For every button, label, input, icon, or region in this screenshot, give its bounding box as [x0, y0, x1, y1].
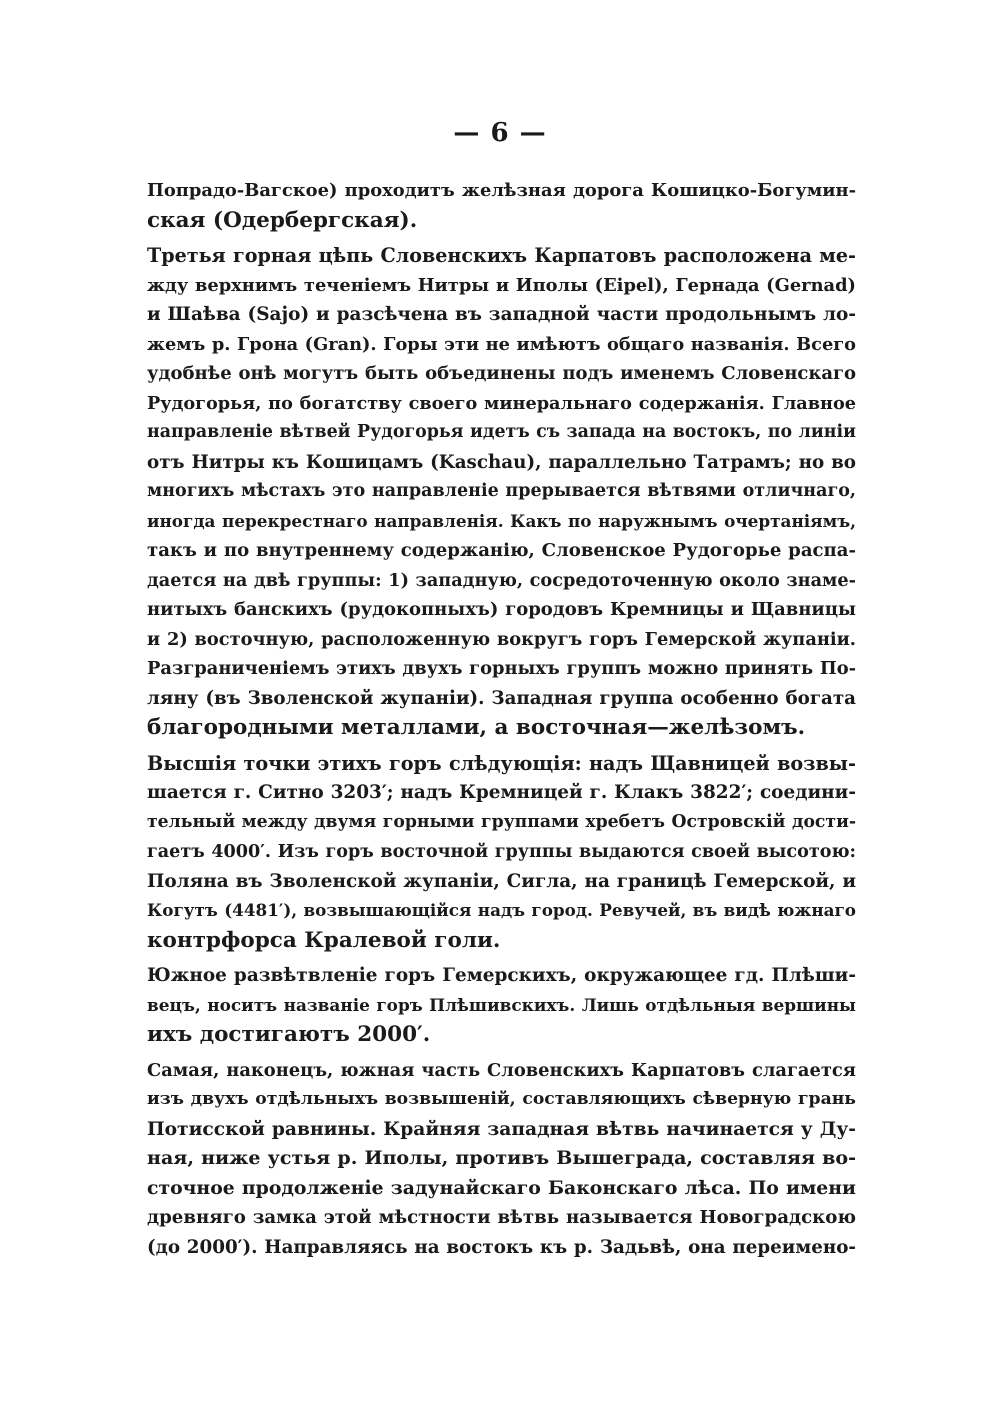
text-line: отъ Нитры къ Кошицамъ (Kaschau), параллельно Татрамъ; но во	[147, 451, 856, 473]
text-line: Потисской равнины. Крайняя западная вѣтвь начинается у Ду-	[147, 1117, 856, 1140]
text-line: и 2) восточную, расположенную вокругъ горъ Гемерской жупаніи.	[147, 628, 856, 650]
text-line: Южное развѣтвленіе горъ Гемерскихъ, окружающее гд. Плѣши-	[147, 965, 856, 986]
text-line: удобнѣе онѣ могутъ быть объединены подъ именемъ Словенскаго	[147, 363, 856, 384]
text-line: тельный между двумя горными группами хребетъ Островскій дости-	[147, 811, 856, 832]
text-line: Третья горная цѣпь Словенскихъ Карпатовъ расположена ме-	[147, 244, 856, 267]
paragraph	[147, 749, 856, 956]
text-line: контрфорса Кралевой голи.	[147, 927, 501, 953]
text-line: такъ и по внутреннему содержанію, Словенское Рудогорье распа-	[147, 540, 856, 561]
text-line: Когутъ (4481′), возвышающійся надъ город. Ревучей, въ видѣ южнаго	[147, 900, 856, 920]
paragraph	[147, 176, 856, 235]
body-text	[147, 176, 856, 1262]
text-line: направленіе вѣтвей Рудогорья идетъ съ запада на востокъ, по линіи	[147, 422, 856, 442]
text-line: Высшія точки этихъ горъ слѣдующія: надъ Щавницей возвы-	[147, 751, 856, 775]
text-line: изъ двухъ отдѣльныхъ возвышеній, составляющихъ сѣверную грань	[147, 1089, 856, 1109]
text-line: Поляна въ Зволенской жупаніи, Сигла, на границѣ Гемерской, и	[147, 870, 856, 892]
text-line: Попрадо-Вагское) проходитъ желѣзная дорога Кошицко-Богумин-	[147, 180, 856, 201]
text-line: Разграниченіемъ этихъ двухъ горныхъ группъ можно принять По-	[147, 658, 856, 679]
text-line: Самая, наконецъ, южная часть Словенскихъ Карпатовъ слагается	[147, 1059, 856, 1081]
text-line: нитыхъ банскихъ (рудокопныхъ) городовъ Кремницы и Щавницы	[147, 599, 856, 620]
text-line: жду верхнимъ теченіемъ Нитры и Иполы (Eipel), Гернада (Gernad)	[147, 274, 856, 296]
text-line: ихъ достигаютъ 2000′.	[147, 1022, 431, 1047]
text-line: жемъ р. Грона (Gran). Горы эти не имѣютъ общаго названія. Всего	[147, 333, 856, 355]
text-line: древняго замка этой мѣстности вѣтвь называется Новоградскою	[147, 1207, 856, 1228]
paragraph	[147, 1056, 856, 1263]
text-line: дается на двѣ группы: 1) западную, сосредоточенную около знаме-	[147, 569, 856, 591]
text-line: Рудогорья, по богатству своего минеральнаго содержанія. Главное	[147, 392, 856, 414]
text-line: ная, ниже устья р. Иполы, противъ Вышеграда, составляя во-	[147, 1147, 856, 1169]
paragraph	[147, 961, 856, 1050]
text-line: иногда перекрестнаго направленія. Какъ по наружнымъ очертаніямъ,	[147, 510, 856, 531]
text-line: шается г. Ситно 3203′; надъ Кремницей г. Клакъ 3822′; соедини-	[147, 782, 856, 803]
text-line: и Шаѣва (Sajo) и разсѣчена въ западной части продольнымъ ло-	[147, 304, 856, 325]
paragraph	[147, 241, 856, 743]
text-line: ляну (въ Зволенской жупаніи). Западная группа особенно богата	[147, 687, 856, 709]
page-number: — 6 —	[453, 118, 547, 148]
text-line: ская (Одербергская).	[147, 207, 418, 233]
text-line: многихъ мѣстахъ это направленіе прерывается вѣтвями отличнаго,	[147, 481, 856, 501]
text-line: сточное продолженіе задунайскаго Баконскаго лѣса. По имени	[147, 1176, 856, 1199]
text-line: гаетъ 4000′. Изъ горъ восточной группы выдаются своей высотою:	[147, 841, 856, 862]
text-line: благородными металлами, а восточная—желѣзомъ.	[147, 715, 806, 740]
text-line: вецъ, носитъ названіе горъ Плѣшивскихъ. Лишь отдѣльныя вершины	[147, 994, 856, 1015]
text-line: (до 2000′). Направляясь на востокъ къ р. Задьвѣ, она переимено-	[147, 1236, 856, 1258]
